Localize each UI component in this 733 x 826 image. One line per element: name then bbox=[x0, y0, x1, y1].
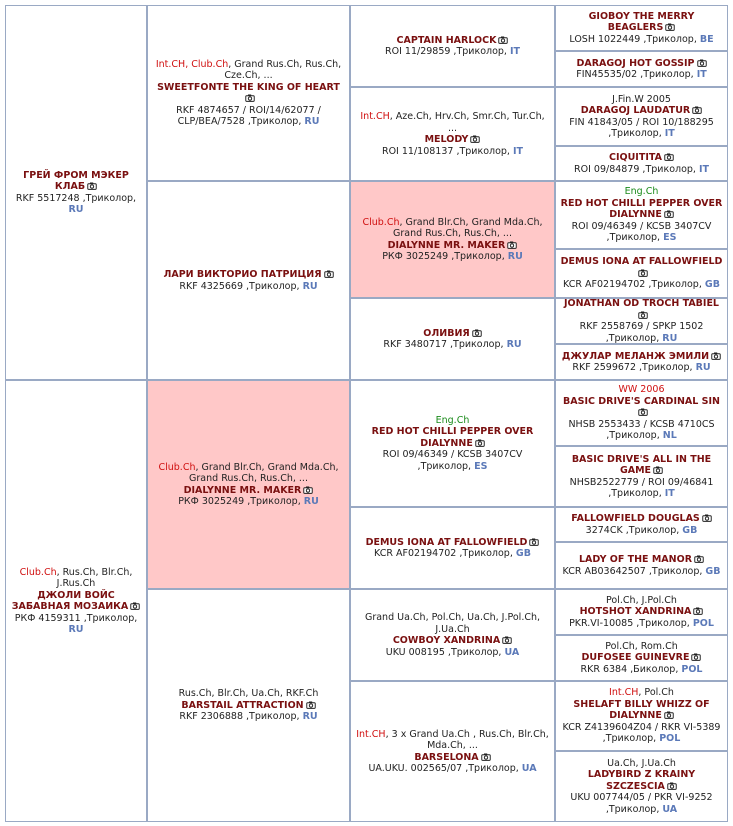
pedigree-cell-g0 bbox=[5, 5, 147, 380]
dog-name-link[interactable]: CAPTAIN HARLOCK bbox=[396, 34, 497, 46]
dog-name-link[interactable]: SWEETFONTE THE KING OF HEART bbox=[157, 81, 340, 93]
registration-info: РКФ 4159311 ,Триколор, bbox=[14, 612, 138, 624]
camera-icon[interactable] bbox=[306, 701, 316, 709]
country-code: RU bbox=[68, 624, 84, 635]
country-code: UA bbox=[504, 646, 520, 658]
pedigree-cell-d3h bbox=[555, 751, 728, 822]
dog-titles bbox=[355, 217, 550, 240]
dog-titles bbox=[179, 688, 319, 700]
title-text: Pol.Ch, J.Pol.Ch bbox=[606, 594, 677, 606]
dog-name-link[interactable]: LADYBIRD Z KRAINY SZCZESCIA bbox=[587, 769, 696, 792]
dog-name-link[interactable]: ЛАРИ ВИКТОРИО ПАТРИЦИЯ bbox=[163, 269, 322, 280]
pedigree-cell-d3c bbox=[555, 507, 728, 542]
dog-name-link[interactable]: COWBOY XANDRINA bbox=[392, 635, 501, 646]
pedigree-cell-g1b bbox=[147, 181, 350, 380]
dog-name-link[interactable]: GIOBOY THE MERRY BEAGLERS bbox=[588, 10, 695, 34]
country-code: GB bbox=[705, 565, 721, 577]
country-code: IT bbox=[664, 128, 675, 139]
camera-icon[interactable] bbox=[638, 311, 648, 319]
camera-icon[interactable] bbox=[502, 636, 512, 644]
pedigree-cell-g3d bbox=[555, 146, 728, 181]
dog-titles bbox=[619, 384, 665, 396]
pedigree-cell-d0 bbox=[5, 380, 147, 822]
registration-info: KCR Z4139604Z04 / RKR VI-5389 ,Триколор, bbox=[562, 721, 721, 745]
pedigree-cell-g3b bbox=[555, 51, 728, 87]
country-code: RU bbox=[68, 204, 84, 215]
dog-titles bbox=[10, 567, 142, 590]
country-code: RU bbox=[302, 711, 318, 723]
dog-name-link[interactable]: BASIC DRIVE'S CARDINAL SIN bbox=[563, 395, 720, 407]
registration-info: RKF 2306888 ,Триколор, bbox=[179, 711, 300, 723]
dog-name-link[interactable]: HOTSHOT XANDRINA bbox=[579, 606, 692, 618]
country-code: IT bbox=[509, 46, 520, 57]
registration-info: NHSB2522779 / ROI 09/46841 ,Триколор, bbox=[569, 476, 714, 499]
pedigree-cell-g2a bbox=[350, 5, 555, 87]
title-text: Int.CH bbox=[356, 728, 386, 740]
camera-icon[interactable] bbox=[638, 269, 648, 277]
registration-info: FIN 41843/05 / ROI 10/188295 ,Триколор, bbox=[569, 116, 714, 139]
registration-info: ROI 09/46349 / KCSB 3407CV ,Триколор, bbox=[571, 220, 712, 244]
country-code: IT bbox=[698, 163, 709, 175]
country-code: POL bbox=[659, 733, 681, 745]
title-text: Int.CH bbox=[609, 687, 639, 699]
title-text: Club.Ch bbox=[191, 58, 229, 70]
pedigree-cell-d3g bbox=[555, 681, 728, 751]
country-code: UA bbox=[662, 803, 678, 815]
country-code: UA bbox=[521, 763, 537, 774]
registration-info: RKF 2599672 ,Триколор, bbox=[572, 362, 693, 373]
camera-icon[interactable] bbox=[697, 59, 707, 67]
country-code: RU bbox=[304, 116, 320, 127]
country-code: IT bbox=[664, 488, 675, 499]
camera-icon[interactable] bbox=[303, 486, 313, 494]
country-code: POL bbox=[681, 663, 703, 675]
dog-titles bbox=[612, 94, 671, 106]
title-text: , Grand Blr.Ch, Grand Mda.Ch, Grand Rus.Ch, Rus.Ch, ... bbox=[189, 461, 339, 484]
dog-titles bbox=[355, 111, 550, 134]
dog-name-link[interactable]: DARAGOJ LAUDATUR bbox=[580, 105, 691, 116]
dog-name-link[interactable]: LADY OF THE MANOR bbox=[578, 554, 693, 565]
title-text: Int.CH bbox=[360, 111, 390, 122]
pedigree-cell-d2c bbox=[350, 589, 555, 681]
dog-titles bbox=[355, 729, 550, 752]
camera-icon[interactable] bbox=[638, 408, 648, 416]
dog-name-link[interactable]: ДЖОЛИ ВОЙС ЗАБАВНАЯ МОЗАИКА bbox=[11, 589, 129, 612]
pedigree-cell-g3h bbox=[555, 344, 728, 380]
pedigree-cell-d3d bbox=[555, 542, 728, 589]
pedigree-cell-g3c bbox=[555, 87, 728, 146]
registration-info: KCR AB03642507 ,Триколор, bbox=[562, 565, 703, 577]
pedigree-cell-d1a bbox=[147, 380, 350, 589]
camera-icon[interactable] bbox=[692, 106, 702, 114]
dog-name-link[interactable]: BASIC DRIVE'S ALL IN THE GAME bbox=[571, 453, 712, 476]
dog-name-link[interactable]: ГРЕЙ ФРОМ МЭКЕР КЛАБ bbox=[23, 169, 129, 192]
country-code: RU bbox=[303, 496, 319, 507]
title-text: Eng.Ch bbox=[435, 414, 470, 426]
registration-info: UKU 008195 ,Триколор, bbox=[385, 646, 502, 658]
camera-icon[interactable] bbox=[664, 711, 674, 719]
registration-info: RKF 4874657 / ROI/14/62077 / CLP/BEA/7528 ,Триколор, bbox=[176, 104, 321, 127]
registration-info: ROI 09/46349 / KCSB 3407CV ,Триколор, bbox=[382, 449, 523, 472]
country-code: RU bbox=[507, 251, 523, 262]
registration-info: RKF 3480717 ,Триколор, bbox=[383, 339, 504, 350]
title-text: , Grand Rus.Ch, Rus.Ch, Cze.Ch, ... bbox=[224, 58, 342, 81]
dog-titles bbox=[605, 641, 677, 653]
title-text: Club.Ch bbox=[158, 461, 196, 473]
registration-info: ROI 09/84879 ,Триколор, bbox=[574, 163, 696, 175]
dog-name-link[interactable]: DIALYNNE MR. MAKER bbox=[387, 239, 506, 251]
pedigree-cell-d3a bbox=[555, 380, 728, 446]
registration-info: PKR.VI-10085 ,Триколор, bbox=[569, 617, 690, 629]
country-code: BE bbox=[699, 33, 714, 45]
country-code: IT bbox=[513, 145, 524, 157]
registration-info: RKF 4325669 ,Триколор, bbox=[179, 280, 300, 292]
dog-titles bbox=[609, 687, 674, 699]
pedigree-cell-d1b bbox=[147, 589, 350, 822]
country-code: GB bbox=[515, 548, 531, 559]
pedigree-cell-d2a bbox=[350, 380, 555, 507]
title-text: Club.Ch bbox=[362, 216, 400, 228]
registration-info: RKF 2558769 / SPKP 1502 ,Триколор, bbox=[579, 321, 704, 344]
camera-icon[interactable] bbox=[694, 555, 704, 563]
camera-icon[interactable] bbox=[324, 270, 334, 278]
dog-name-link[interactable]: DIALYNNE MR. MAKER bbox=[183, 484, 302, 496]
title-text: Int.CH, bbox=[155, 58, 192, 70]
country-code: GB bbox=[704, 279, 720, 291]
dog-titles bbox=[152, 462, 345, 485]
title-text: , Rus.Ch, Blr.Ch, J.Rus.Ch bbox=[56, 566, 133, 589]
dog-titles bbox=[607, 758, 676, 770]
dog-name-link[interactable]: DARAGOJ HOT GOSSIP bbox=[576, 57, 695, 69]
title-text: , Pol.Ch bbox=[638, 687, 674, 699]
registration-info: 3274CK ,Триколор, bbox=[585, 524, 680, 536]
country-code: IT bbox=[696, 69, 707, 80]
title-text: Grand Ua.Ch, Pol.Ch, Ua.Ch, J.Pol.Ch, J.Ua.Ch bbox=[364, 612, 541, 635]
registration-info: UKU 007744/05 / PKR VI-9252 ,Триколор, bbox=[570, 792, 713, 815]
camera-icon[interactable] bbox=[470, 135, 480, 143]
camera-icon[interactable] bbox=[472, 329, 482, 337]
title-text: , Grand Blr.Ch, Grand Mda.Ch, Grand Rus.Ch, Rus.Ch, ... bbox=[393, 216, 543, 239]
registration-info: KCR AF02194702 ,Триколор, bbox=[374, 548, 513, 559]
camera-icon[interactable] bbox=[691, 653, 701, 661]
camera-icon[interactable] bbox=[653, 466, 663, 474]
title-text: Eng.Ch bbox=[624, 186, 659, 198]
pedigree-cell-d3e bbox=[555, 589, 728, 635]
registration-info: UA.UKU. 002565/07 ,Триколор, bbox=[368, 763, 519, 774]
camera-icon[interactable] bbox=[507, 241, 517, 249]
camera-icon[interactable] bbox=[665, 23, 675, 31]
dog-titles bbox=[625, 186, 659, 198]
camera-icon[interactable] bbox=[711, 352, 721, 360]
registration-info: РКФ 3025249 ,Триколор, bbox=[178, 496, 301, 507]
dog-name-link[interactable]: ДЖУЛАР МЕЛАНЖ ЭМИЛИ bbox=[561, 350, 710, 362]
country-code: ES bbox=[663, 232, 677, 244]
registration-info: KCR AF02194702 ,Триколор, bbox=[563, 279, 702, 291]
registration-info: ROI 11/108137 ,Триколор, bbox=[381, 145, 510, 157]
title-text: , 3 x Grand Ua.Ch , Rus.Ch, Blr.Ch, Mda.Ch, ... bbox=[385, 728, 549, 751]
country-code: RU bbox=[506, 339, 522, 350]
camera-icon[interactable] bbox=[475, 439, 485, 447]
camera-icon[interactable] bbox=[664, 210, 674, 218]
pedigree-cell-g1a bbox=[147, 5, 350, 181]
camera-icon[interactable] bbox=[481, 753, 491, 761]
camera-icon[interactable] bbox=[130, 602, 140, 610]
dog-titles bbox=[606, 595, 677, 607]
dog-name-link[interactable]: JONATHAN OD TROCH TABIEL bbox=[563, 298, 719, 309]
registration-info: ROI 11/29859 ,Триколор, bbox=[385, 46, 507, 57]
pedigree-cell-g2d bbox=[350, 298, 555, 380]
country-code: ES bbox=[474, 460, 488, 472]
camera-icon[interactable] bbox=[664, 153, 674, 161]
pedigree-cell-d2b bbox=[350, 507, 555, 589]
pedigree-cell-d3f bbox=[555, 635, 728, 681]
pedigree-cell-g3a bbox=[555, 5, 728, 51]
dog-name-link[interactable]: MELODY bbox=[424, 134, 469, 145]
pedigree-cell-g3f bbox=[555, 249, 728, 298]
registration-info: NHSB 2553433 / KCSB 4710CS ,Триколор, bbox=[568, 418, 715, 442]
dog-name-link[interactable]: CIQUITITA bbox=[609, 152, 662, 163]
pedigree-cell-g3e bbox=[555, 181, 728, 249]
camera-icon[interactable] bbox=[702, 514, 712, 522]
dog-name-link[interactable]: BARSTAIL ATTRACTION bbox=[181, 699, 304, 711]
title-text: J.Fin.W 2005 bbox=[612, 93, 671, 105]
country-code: RU bbox=[302, 280, 318, 292]
dog-titles bbox=[436, 415, 470, 427]
country-code: POL bbox=[692, 617, 714, 629]
dog-name-link[interactable]: FALLOWFIELD DOUGLAS bbox=[571, 513, 700, 524]
country-code: NL bbox=[662, 430, 677, 442]
pedigree-cell-g3g bbox=[555, 298, 728, 344]
title-text: Pol.Ch, Rom.Ch bbox=[605, 640, 678, 652]
dog-titles bbox=[355, 612, 550, 635]
title-text: Club.Ch bbox=[19, 566, 57, 578]
dog-name-link[interactable]: RED HOT CHILLI PEPPER OVER DIALYNNE bbox=[560, 197, 723, 221]
registration-info: FIN45535/02 ,Триколор, bbox=[576, 69, 694, 80]
title-text: Rus.Ch, Blr.Ch, Ua.Ch, RKF.Ch bbox=[178, 688, 319, 700]
camera-icon[interactable] bbox=[245, 94, 255, 102]
pedigree-cell-d2d bbox=[350, 681, 555, 822]
registration-info: LOSH 1022449 ,Триколор, bbox=[569, 33, 697, 45]
camera-icon[interactable] bbox=[87, 182, 97, 190]
camera-icon[interactable] bbox=[667, 782, 677, 790]
camera-icon[interactable] bbox=[498, 36, 508, 44]
registration-info: RKF 5517248 ,Триколор, bbox=[15, 192, 137, 204]
registration-info: РКФ 3025249 ,Триколор, bbox=[382, 251, 505, 262]
pedigree-cell-g2b bbox=[350, 87, 555, 181]
title-text: , Aze.Ch, Hrv.Ch, Smr.Ch, Tur.Ch, ... bbox=[389, 111, 545, 134]
registration-info: RKR 6384 ,Биколор, bbox=[580, 663, 679, 675]
dog-name-link[interactable]: DEMUS IONA AT FALLOWFIELD bbox=[560, 256, 723, 268]
camera-icon[interactable] bbox=[693, 607, 703, 615]
camera-icon[interactable] bbox=[529, 538, 539, 546]
dog-name-link[interactable]: SHELAFT BILLY WHIZZ OF DIALYNNE bbox=[573, 698, 710, 722]
dog-titles bbox=[152, 59, 345, 82]
dog-name-link[interactable]: RED HOT CHILLI PEPPER OVER DIALYNNE bbox=[371, 426, 534, 449]
pedigree-cell-g2c bbox=[350, 181, 555, 298]
title-text: Ua.Ch, J.Ua.Ch bbox=[607, 757, 676, 769]
dog-name-link[interactable]: DEMUS IONA AT FALLOWFIELD bbox=[365, 536, 528, 548]
dog-name-link[interactable]: ОЛИВИЯ bbox=[423, 327, 470, 339]
dog-name-link[interactable]: DUFOSEE GUINEVRE bbox=[581, 652, 690, 664]
country-code: RU bbox=[662, 332, 678, 344]
title-text: WW 2006 bbox=[618, 384, 665, 396]
pedigree-cell-d3b bbox=[555, 446, 728, 507]
dog-name-link[interactable]: BARSELONA bbox=[414, 751, 479, 763]
country-code: GB bbox=[682, 524, 698, 536]
country-code: RU bbox=[695, 362, 711, 373]
